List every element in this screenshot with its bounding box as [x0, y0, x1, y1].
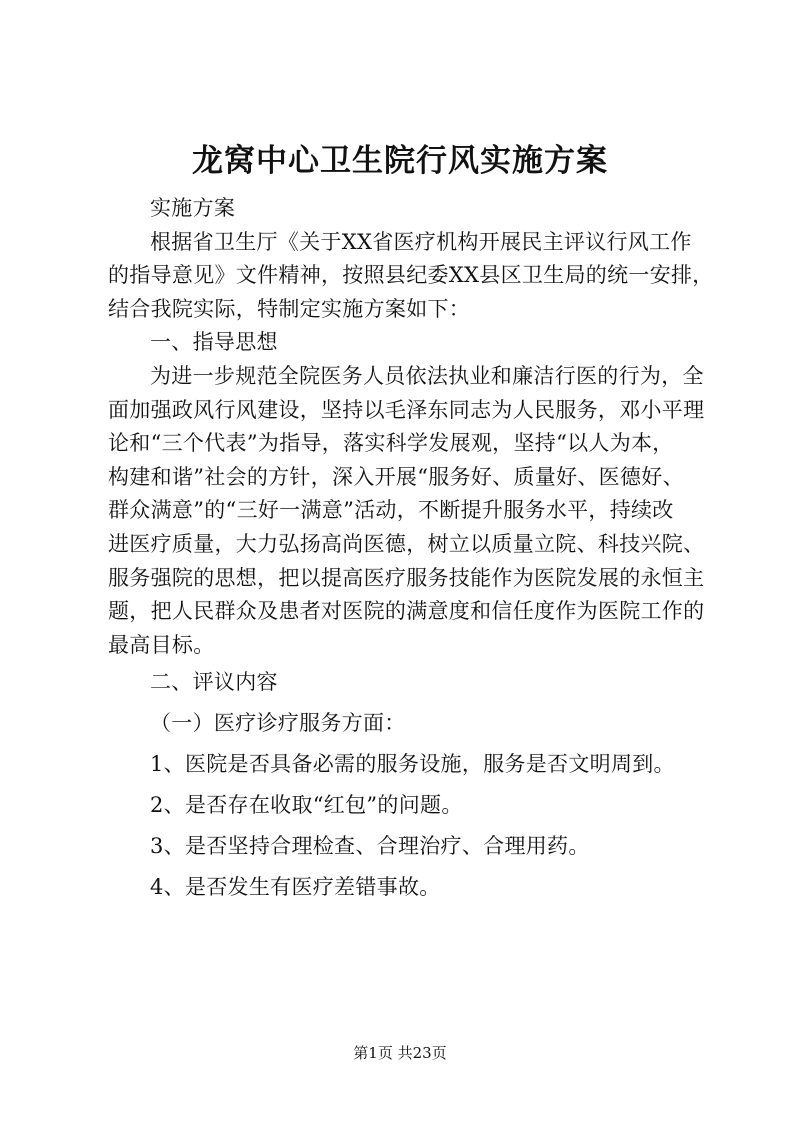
paragraph-line: 为进一步规范全院医务人员依法执业和廉洁行医的行为，全	[150, 363, 704, 388]
paragraph-line: 构建和谐”社会的方针，深入开展“服务好、质量好、医德好、	[108, 464, 684, 489]
paragraph-line: 根据省卫生厅《关于XX省医疗机构开展民主评议行风工作	[150, 229, 692, 254]
list-item: 3、是否坚持合理检查、合理治疗、合理用药。	[150, 834, 590, 859]
paragraph-line: 服务强院的思想，把以提高医疗服务技能作为医院发展的永恒主	[108, 565, 705, 590]
paragraph-line: 结合我院实际，特制定实施方案如下：	[108, 296, 471, 321]
document-body	[108, 192, 714, 908]
page-footer: 第1页 共23页	[353, 1044, 447, 1062]
paragraph-line: 实施方案	[150, 196, 236, 220]
paragraph-line: 进医疗质量，大力弘扬高尚医德，树立以质量立院、科技兴院、	[108, 531, 705, 556]
section-heading: 二、评议内容	[150, 670, 278, 695]
list-item: 4、是否发生有医疗差错事故。	[150, 875, 441, 900]
section-heading: 一、指导思想	[150, 330, 278, 355]
document-title: 龙窝中心卫生院行风实施方案	[192, 143, 608, 179]
paragraph-line: 最高目标。	[108, 632, 215, 657]
paragraph-line: 群众满意”的“三好一满意”活动，不断提升服务水平，持续改	[108, 498, 674, 523]
subsection-heading: （一）医疗诊疗服务方面：	[150, 711, 406, 736]
paragraph-line: 论和“三个代表”为指导，落实科学发展观，坚持“以人为本，	[108, 431, 674, 456]
list-item: 2、是否存在收取“红包”的问题。	[150, 793, 463, 818]
paragraph-line: 题，把人民群众及患者对医院的满意度和信任度作为医院工作的	[108, 599, 705, 624]
paragraph-line: 的指导意见》文件精神，按照县纪委XX县区卫生局的统一安排，	[108, 263, 714, 288]
paragraph-line: 面加强政风行风建设，坚持以毛泽东同志为人民服务，邓小平理	[108, 397, 705, 422]
list-item: 1、医院是否具备必需的服务设施，服务是否文明周到。	[150, 752, 675, 777]
